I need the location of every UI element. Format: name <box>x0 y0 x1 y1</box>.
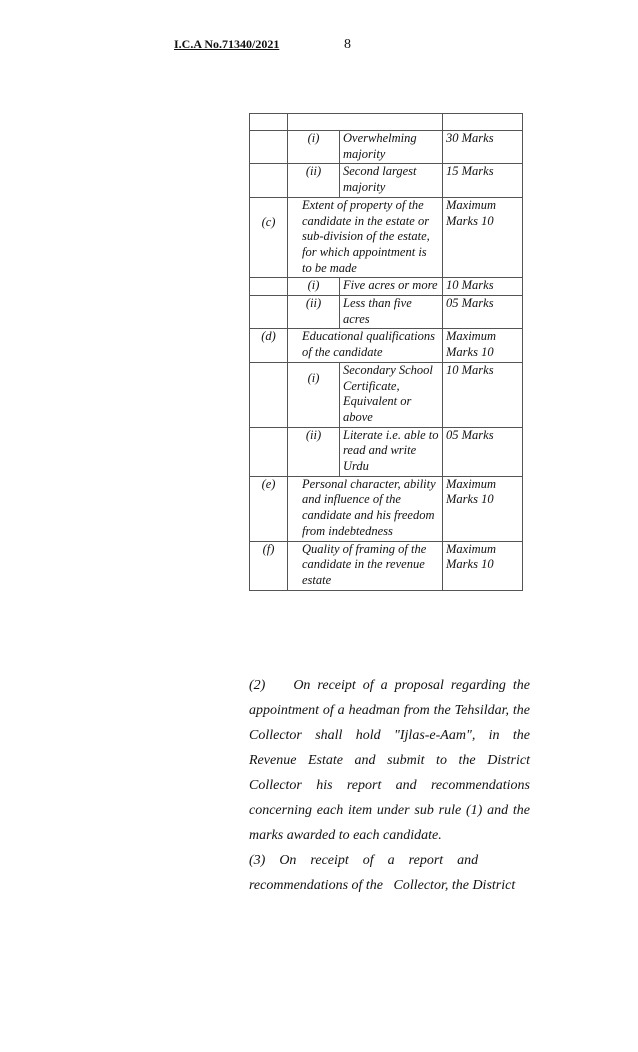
row-label: (c) <box>250 197 288 278</box>
row-text: Extent of property of the candidate in the estate or sub-division of the estate, for which appointment is to be made <box>288 197 443 278</box>
table-row <box>250 197 523 278</box>
table-row <box>250 476 523 541</box>
row-text: Educational qualifications of the candidate <box>288 329 443 362</box>
row-text: Less than five acres <box>340 296 443 329</box>
paragraph-3-line-1: (3) On receipt of a report and <box>249 853 479 868</box>
row-text: Personal character, ability and influence of the candidate and his freedom from indebtedness <box>288 476 443 541</box>
row-marks: 05 Marks <box>443 296 523 329</box>
row-label: (f) <box>250 541 288 590</box>
table-row <box>250 329 523 362</box>
row-text: Overwhelming majority <box>340 131 443 164</box>
table-row <box>250 362 523 427</box>
table-row <box>250 164 523 197</box>
row-text: Second largest majority <box>340 164 443 197</box>
paragraph-3 <box>249 848 530 898</box>
table-row <box>250 131 523 164</box>
row-text: Five acres or more <box>340 278 443 296</box>
row-label: (ii) <box>288 164 340 197</box>
row-label: (ii) <box>288 296 340 329</box>
row-text: Secondary School Certificate, Equivalent or above <box>340 362 443 427</box>
row-marks: 30 Marks <box>443 131 523 164</box>
table-row <box>250 427 523 476</box>
row-marks: 05 Marks <box>443 427 523 476</box>
paragraph-2-text: (2) On receipt of a proposal regarding the appointment of a headman from the Tehsildar, the Collector shall hold "Ijlas-e-Aam", in the Revenue Estate and submit to the District Collector his report and recommendations concerning each item under sub rule (1) and the marks awarded to each candidate. <box>249 678 534 843</box>
row-label: (d) <box>250 329 288 362</box>
table-row <box>250 114 523 131</box>
table-row <box>250 296 523 329</box>
paragraph-3-line-2: recommendations of the Collector, the District <box>249 878 516 893</box>
row-marks: 10 Marks <box>443 362 523 427</box>
row-marks: Maximum Marks 10 <box>443 541 523 590</box>
row-label: (ii) <box>288 427 340 476</box>
page-number: 8 <box>344 37 351 52</box>
table-row <box>250 278 523 296</box>
row-label: (i) <box>288 131 340 164</box>
table-row <box>250 541 523 590</box>
row-label: (i) <box>288 278 340 296</box>
row-marks: 10 Marks <box>443 278 523 296</box>
paragraph-2 <box>249 673 534 848</box>
case-number: I.C.A No.71340/2021 <box>174 37 280 51</box>
row-marks: Maximum Marks 10 <box>443 197 523 278</box>
row-marks: Maximum Marks 10 <box>443 329 523 362</box>
marks-table <box>249 113 523 591</box>
row-text: Literate i.e. able to read and write Urdu <box>340 427 443 476</box>
row-marks: 15 Marks <box>443 164 523 197</box>
row-marks: Maximum Marks 10 <box>443 476 523 541</box>
row-label: (e) <box>250 476 288 541</box>
row-text: Quality of framing of the candidate in the revenue estate <box>288 541 443 590</box>
row-label: (i) <box>288 362 340 427</box>
